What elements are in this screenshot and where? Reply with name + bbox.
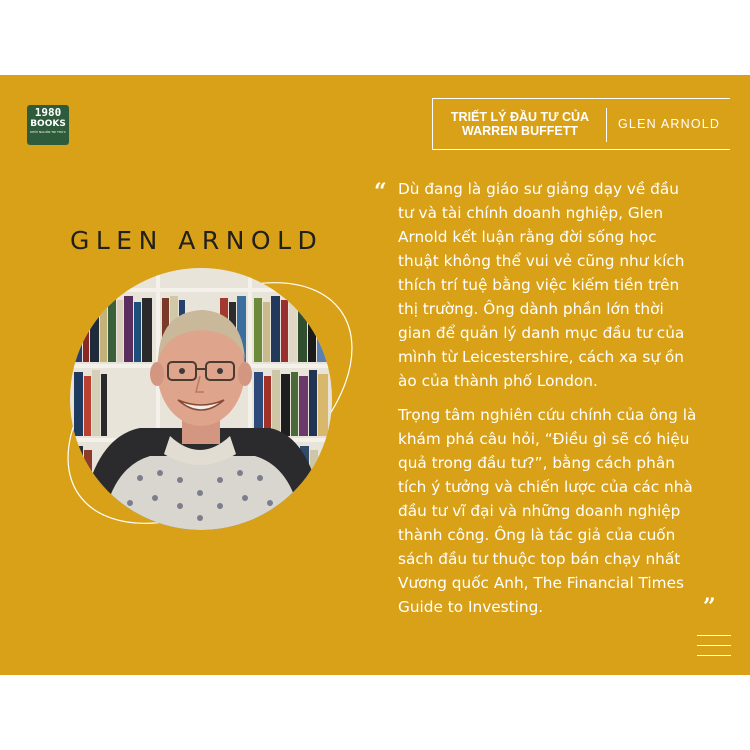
book-title [433, 110, 607, 138]
open-quote-mark: “ [374, 179, 387, 205]
logo-line-2: BOOKS [30, 119, 66, 129]
close-quote-mark: ” [703, 594, 716, 620]
header-author: GLEN ARNOLD [618, 117, 721, 131]
menu-line [697, 645, 731, 646]
menu-line [697, 635, 731, 636]
logo-line-1: 1980 [34, 106, 62, 119]
hamburger-menu-icon[interactable] [697, 635, 731, 665]
quote-text [398, 177, 698, 619]
quote-paragraph-2: Trọng tâm nghiên cứu chính của ông là khám phá câu hỏi, “Điều gì sẽ có hiệu quả trong đầu tư?”, bằng cách phân tích ý tưởng và chiến lược của các nhà đầu tư vĩ đại và những doanh nghiệp thành công. Ông là tác giả của cuốn sách đầu tư thuộc top bán chạy nhất Vương quốc Anh, The Financial Times Guide to Investing. [398, 406, 697, 616]
promo-panel [0, 75, 750, 675]
author-photo [70, 268, 332, 530]
book-title-line-1: TRIẾT LÝ ĐẦU TƯ CỦA [450, 110, 590, 124]
author-name: GLEN ARNOLD [70, 226, 324, 255]
book-title-line-2: WARREN BUFFETT [462, 124, 578, 138]
publisher-logo [27, 105, 69, 145]
title-divider [606, 108, 607, 142]
logo-tagline: KHỞI NGUỒN TRI THỨC [30, 130, 66, 134]
quote-paragraph-1: Dù đang là giáo sư giảng dạy về đầu tư và tài chính doanh nghiệp, Glen Arnold kết luận rằng đời sống học thuật không thể vui vẻ cũng như kích thích trí tuệ bằng việc kiếm tiền trên thị trường. Ông dành phần lớn thời gian để quản lý danh mục đầu tư của mình từ Leicestershire, cách xa sự ồn ào của thành phố London. [398, 180, 685, 390]
book-title-box [432, 98, 730, 150]
menu-line [697, 655, 731, 656]
